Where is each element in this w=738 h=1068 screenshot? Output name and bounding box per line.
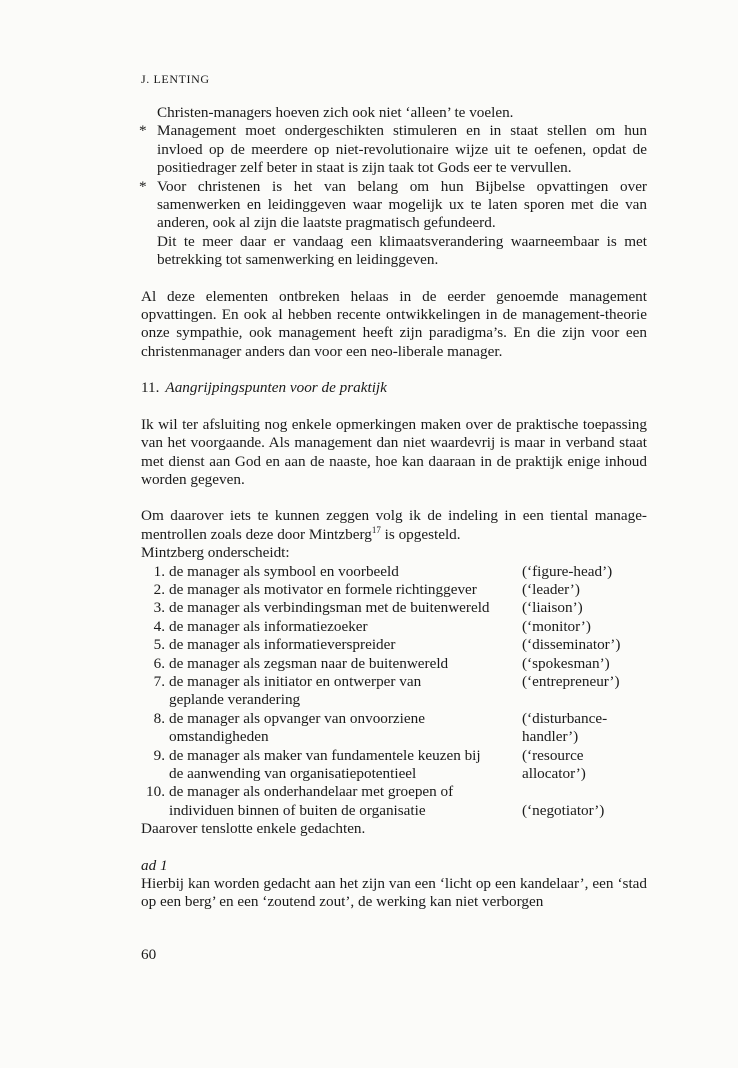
role-number — [141, 802, 169, 820]
role-description: geplande verandering — [169, 691, 301, 709]
paragraph — [141, 507, 647, 544]
role-english-term — [522, 783, 647, 801]
bullet-continuation: Dit te meer daar er vandaag een klimaatsverandering waarneembaar is met betrekking tot samenwerking en leidinggeven. — [157, 232, 647, 269]
ad-heading: ad 1 — [141, 856, 168, 874]
role-number: 1. — [153, 562, 165, 580]
role-number: 4. — [153, 617, 165, 635]
role-item — [141, 691, 647, 709]
section-title: Aangrijpingspunten voor de praktijk — [165, 379, 387, 397]
role-english-term: (‘liaison’) — [522, 599, 583, 617]
section-number: 11. — [141, 379, 160, 397]
role-english-term: (‘figure-head’) — [522, 562, 613, 580]
role-number: 5. — [153, 636, 165, 654]
role-english-term: (‘negotiator’) — [522, 801, 605, 819]
paragraph-text: is opgesteld. — [380, 525, 461, 543]
role-description: de manager als informatieverspreider — [169, 636, 396, 654]
role-item — [141, 802, 647, 820]
bullet-text: Voor christenen is het van belang om hun Bijbelse opvattingen over samenwerken en leidinggeven waar mogelijk ux te laten sporen met die van anderen, ook al zijn die laatste pragmatisch gefundeerd. — [157, 177, 647, 232]
role-english-term: (‘monitor’) — [522, 617, 591, 635]
role-item — [141, 636, 647, 654]
role-number: 6. — [153, 654, 165, 672]
role-item — [141, 599, 647, 617]
bullet-marker: * — [139, 177, 147, 195]
role-item — [141, 783, 647, 801]
paragraph-text: Om daarover iets te kunnen zeggen volg ik de indeling in een tiental manage-mentrollen zoals deze door Mintzberg — [141, 507, 647, 543]
footnote-ref: 17 — [371, 524, 381, 535]
paragraph: Ik wil ter afsluiting nog enkele opmerkingen maken over de praktische toepassing van het voorgaande. Als management dan niet waardevrij is maar in verband staat met dienst aan God en aan de naaste, hoe kan daaraan in de praktijk enige inhoud worden gegeven. — [141, 415, 647, 488]
role-item — [141, 747, 647, 765]
intro-line: Christen-managers hoeven zich ook niet ‘alleen’ te voelen. — [157, 104, 514, 121]
bullet-marker: * — [139, 122, 147, 140]
role-description: de manager als motivator en formele richtinggever — [169, 580, 477, 598]
role-list — [141, 563, 647, 821]
paragraph: Hierbij kan worden gedacht aan het zijn van een ‘licht op een kandelaar’, een ‘stad op een berg’ en een ‘zoutend zout’, de werking kan niet verborgen — [141, 875, 647, 911]
role-english-term: (‘disseminator’) — [522, 636, 621, 654]
role-description: individuen binnen of buiten de organisatie — [169, 801, 426, 819]
role-number: 9. — [153, 746, 165, 764]
role-number: 10. — [146, 783, 165, 801]
role-item — [141, 618, 647, 636]
closing-line: Daarover tenslotte enkele gedachten. — [141, 820, 366, 838]
bullet-item — [141, 178, 647, 233]
role-english-term: (‘spokesman’) — [522, 654, 610, 672]
role-description: de manager als onderhandelaar met groepen of — [169, 783, 454, 801]
role-english-term: (‘entrepreneur’) — [522, 672, 620, 690]
role-item — [141, 581, 647, 599]
role-number — [141, 728, 169, 746]
role-description: de manager als initiator en ontwerper van — [169, 672, 422, 690]
role-english-term: handler’) — [522, 728, 579, 746]
role-item — [141, 655, 647, 673]
list-intro: Mintzberg onderscheidt: — [141, 544, 290, 562]
page-number: 60 — [141, 946, 157, 963]
role-english-term: (‘leader’) — [522, 580, 580, 598]
role-number — [141, 765, 169, 783]
section-heading — [141, 379, 647, 397]
bullet-text: Management moet ondergeschikten stimuleren en in staat stellen om hun invloed op de meerdere op niet-revolutionaire wijze uit te oefenen, opdat de positiedrager zelf beter in staat is zijn taak tot Gods eer te vervullen. — [157, 122, 647, 177]
role-number — [141, 691, 169, 709]
role-item — [141, 765, 647, 783]
role-description: de manager als symbool en voorbeeld — [169, 562, 399, 580]
bullet-item — [141, 122, 647, 177]
role-number: 2. — [153, 580, 165, 598]
role-number: 8. — [153, 709, 165, 727]
paragraph: Al deze elementen ontbreken helaas in de eerder genoemde management opvattingen. En ook al hebben recente ontwikkelingen in de management-theorie onze sympathie, ook management heeft zijn paradigma’s. En die zijn voor een christenmanager anders dan voor een neo-liberale manager. — [141, 287, 647, 360]
role-english-term: (‘disturbance- — [522, 709, 608, 727]
role-english-term — [522, 691, 647, 709]
role-description: de manager als opvanger van onvoorziene — [169, 709, 425, 727]
running-header: J. LENTING — [141, 72, 210, 86]
role-description: de manager als maker van fundamentele keuzen bij — [169, 746, 481, 764]
role-description: de manager als informatiezoeker — [169, 617, 368, 635]
role-description: de manager als verbindingsman met de buitenwereld — [169, 599, 490, 617]
role-description: omstandigheden — [169, 728, 269, 746]
role-item — [141, 563, 647, 581]
role-number: 3. — [153, 599, 165, 617]
role-item — [141, 728, 647, 746]
role-item — [141, 673, 647, 691]
role-number: 7. — [153, 672, 165, 690]
role-description: de manager als zegsman naar de buitenwereld — [169, 654, 449, 672]
role-english-term: allocator’) — [522, 765, 586, 782]
role-description: de aanwending van organisatiepotentieel — [169, 765, 417, 782]
role-item — [141, 710, 647, 728]
role-english-term: (‘resource — [522, 746, 584, 764]
page-body — [141, 72, 647, 912]
